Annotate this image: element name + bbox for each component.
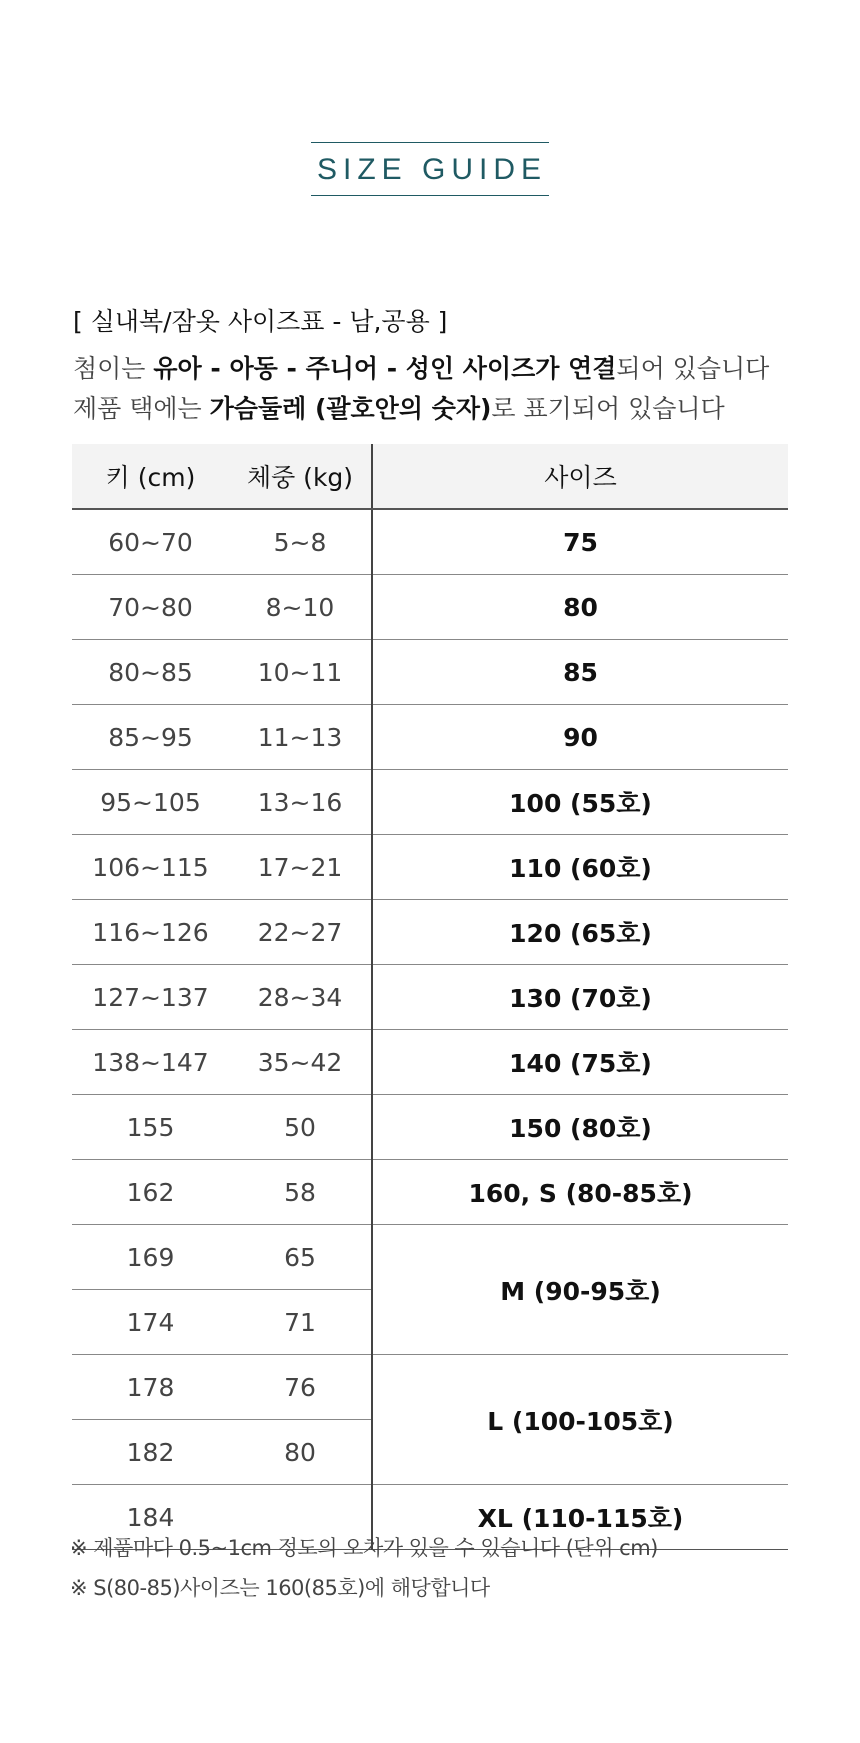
weight-cell: 10~11	[229, 640, 372, 705]
height-cell: 80~85	[72, 640, 229, 705]
table-row	[72, 965, 788, 1030]
height-cell: 127~137	[72, 965, 229, 1030]
height-cell: 182	[72, 1420, 229, 1485]
size-cell: 130 (70호)	[372, 965, 788, 1030]
weight-cell: 80	[229, 1420, 372, 1485]
size-cell: 80	[372, 575, 788, 640]
description-line-2	[73, 389, 725, 425]
height-cell: 174	[72, 1290, 229, 1355]
height-cell: 60~70	[72, 509, 229, 575]
size-guide-title-wrap	[0, 142, 860, 196]
height-cell: 169	[72, 1225, 229, 1290]
table-row	[72, 575, 788, 640]
weight-cell: 11~13	[229, 705, 372, 770]
header-weight: 체중 (kg)	[229, 444, 372, 509]
height-cell: 70~80	[72, 575, 229, 640]
description-2-emphasis: 가슴둘레 (괄호안의 숫자)	[209, 394, 492, 423]
weight-cell: 8~10	[229, 575, 372, 640]
table-row	[72, 770, 788, 835]
height-cell: 184	[72, 1485, 229, 1550]
weight-cell: 17~21	[229, 835, 372, 900]
weight-cell: 65	[229, 1225, 372, 1290]
size-cell: 100 (55호)	[372, 770, 788, 835]
description-line-1	[73, 349, 769, 385]
size-cell: 90	[372, 705, 788, 770]
table-row	[72, 900, 788, 965]
weight-cell: 58	[229, 1160, 372, 1225]
weight-cell: 76	[229, 1355, 372, 1420]
table-row	[72, 705, 788, 770]
size-cell: L (100-105호)	[372, 1355, 788, 1485]
table-row	[72, 835, 788, 900]
table-header-row	[72, 444, 788, 509]
height-cell: 106~115	[72, 835, 229, 900]
size-cell: 120 (65호)	[372, 900, 788, 965]
size-cell: 150 (80호)	[372, 1095, 788, 1160]
header-height: 키 (cm)	[72, 444, 229, 509]
weight-cell: 5~8	[229, 509, 372, 575]
size-chart-heading: [ 실내복/잠옷 사이즈표 - 남,공용 ]	[73, 307, 448, 336]
size-cell: 160, S (80-85호)	[372, 1160, 788, 1225]
note-size-s: ※ S(80-85)사이즈는 160(85호)에 해당합니다	[70, 1576, 490, 1600]
note-tolerance: ※ 제품마다 0.5~1cm 정도의 오차가 있을 수 있습니다 (단위 cm)	[70, 1536, 658, 1560]
table-row	[72, 1030, 788, 1095]
table-row	[72, 1095, 788, 1160]
weight-cell: 28~34	[229, 965, 372, 1030]
height-cell: 138~147	[72, 1030, 229, 1095]
height-cell: 95~105	[72, 770, 229, 835]
description-1-text-end: 되어 있습니다	[616, 354, 770, 383]
weight-cell: 35~42	[229, 1030, 372, 1095]
size-cell: 110 (60호)	[372, 835, 788, 900]
weight-cell: 50	[229, 1095, 372, 1160]
size-cell: M (90-95호)	[372, 1225, 788, 1355]
header-size: 사이즈	[372, 444, 788, 509]
description-2-text-end: 로 표기되어 있습니다	[491, 394, 725, 423]
height-cell: 162	[72, 1160, 229, 1225]
size-guide-title: SIZE GUIDE	[311, 142, 549, 196]
size-cell: 75	[372, 509, 788, 575]
size-cell: 85	[372, 640, 788, 705]
description-1-text: 첨이는	[73, 354, 154, 383]
height-cell: 178	[72, 1355, 229, 1420]
size-cell: 140 (75호)	[372, 1030, 788, 1095]
table-row	[72, 1160, 788, 1225]
size-table	[72, 444, 788, 1550]
description-2-text: 제품 택에는	[73, 394, 210, 423]
weight-cell: 22~27	[229, 900, 372, 965]
height-cell: 116~126	[72, 900, 229, 965]
table-row	[72, 1225, 788, 1290]
height-cell: 85~95	[72, 705, 229, 770]
weight-cell: 13~16	[229, 770, 372, 835]
table-row	[72, 1355, 788, 1420]
size-cell: XL (110-115호)	[372, 1485, 788, 1550]
description-1-emphasis: 유아 - 아동 - 주니어 - 성인 사이즈가 연결	[153, 354, 617, 383]
table-row	[72, 640, 788, 705]
height-cell: 155	[72, 1095, 229, 1160]
table-row	[72, 509, 788, 575]
weight-cell: 71	[229, 1290, 372, 1355]
